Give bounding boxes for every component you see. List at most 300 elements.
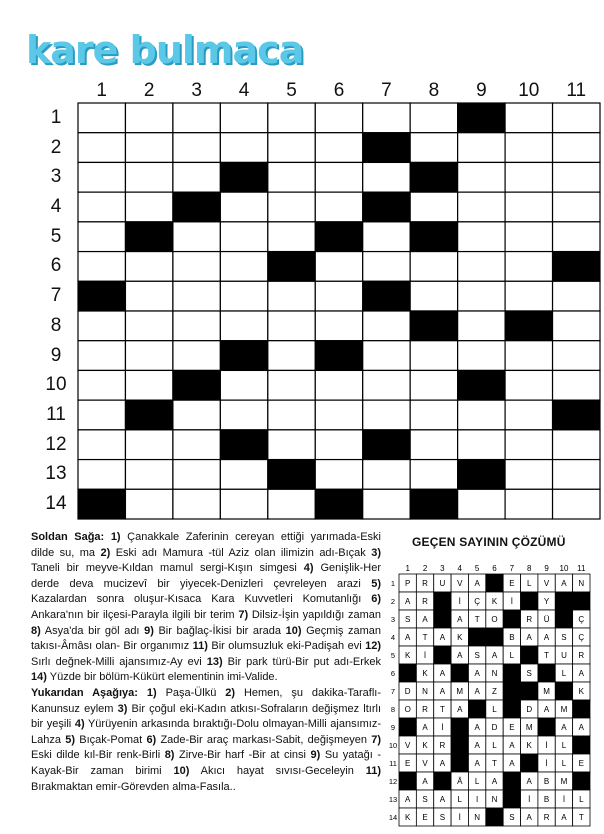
grid-cell-empty[interactable] [315, 133, 362, 163]
solution-letter: U [439, 579, 446, 588]
clue-number: 4) [303, 562, 314, 575]
grid-cell-empty[interactable] [505, 192, 552, 222]
column-number: 6 [333, 80, 345, 101]
grid-cell-empty[interactable] [173, 341, 220, 371]
grid-cell-empty[interactable] [505, 341, 552, 371]
solution-column-number: 1 [405, 564, 410, 573]
solution-letter: A [422, 723, 428, 732]
solution-row-number: 10 [388, 741, 398, 750]
solution-letter: Z [492, 687, 497, 696]
column-number: 9 [476, 80, 487, 101]
solution-letter: A [561, 579, 567, 588]
grid-cell-empty[interactable] [125, 460, 172, 490]
clue-number: 10) [285, 624, 302, 637]
grid-cell-empty[interactable] [553, 162, 600, 192]
grid-cell-empty[interactable] [268, 400, 315, 430]
grid-cell-empty[interactable] [220, 222, 267, 252]
grid-cell-empty[interactable] [410, 281, 457, 311]
solution-letter: Y [543, 597, 550, 606]
grid-cell-empty[interactable] [505, 222, 552, 252]
clue-text: Yürüyenin arkasında bıraktığı-Dolu olmayan-Milli ajansımız-Lahza [31, 718, 382, 746]
grid-cell-empty[interactable] [220, 281, 267, 311]
grid-cell-empty[interactable] [553, 222, 600, 252]
grid-cell-empty[interactable] [268, 281, 315, 311]
solution-row-number: 9 [390, 723, 396, 732]
grid-cell-empty[interactable] [173, 281, 220, 311]
solution-letter: A [526, 777, 532, 786]
solution-letter: A [526, 813, 532, 822]
grid-cell-empty[interactable] [173, 430, 220, 460]
solution-letter: İ [441, 723, 444, 732]
solution-row-number: 7 [390, 687, 396, 696]
solution-letter: A [578, 669, 584, 678]
grid-cell-empty[interactable] [505, 162, 552, 192]
solution-letter: E [578, 759, 584, 768]
grid-cell-empty[interactable] [78, 311, 125, 341]
grid-cell-empty[interactable] [315, 430, 362, 460]
grid-cell-empty[interactable] [268, 489, 315, 519]
grid-cell-empty[interactable] [553, 192, 600, 222]
grid-cell-empty[interactable] [220, 370, 267, 400]
grid-cell-black [458, 370, 505, 400]
grid-cell-empty[interactable] [78, 252, 125, 282]
solution-letter: E [422, 813, 428, 822]
clue-number: 5) [65, 733, 75, 746]
grid-cell-empty[interactable] [363, 311, 410, 341]
grid-cell-empty[interactable] [220, 460, 267, 490]
solution-letter: P [405, 579, 411, 588]
grid-cell-black [315, 341, 362, 371]
row-number: 9 [50, 344, 62, 366]
solution-letter: R [422, 705, 428, 714]
grid-cell-empty[interactable] [363, 222, 410, 252]
clue-text: Ankara'nın bir ilçesi-Parayla ilgili bir terim [31, 608, 235, 621]
row-number: 4 [50, 196, 62, 217]
grid-cell-black [363, 281, 410, 311]
solution-letter: A [509, 759, 515, 768]
grid-cell-empty[interactable] [458, 133, 505, 163]
solution-letter: A [474, 687, 480, 696]
solution-cell-black [468, 700, 485, 718]
grid-cell-empty[interactable] [268, 430, 315, 460]
grid-cell-black [410, 222, 457, 252]
solution-letter: İ [545, 741, 548, 750]
grid-cell-black [220, 430, 267, 460]
clue-text: Bir bağlaç-İkisi bir arada [153, 624, 282, 637]
solution-letter: K [457, 633, 463, 642]
solution-row-number: 11 [389, 759, 397, 768]
clue-number: 7) [238, 608, 249, 621]
grid-cell-black [458, 103, 505, 133]
solution-letter: A [474, 579, 480, 588]
grid-cell-empty[interactable] [410, 103, 457, 133]
grid-cell-empty[interactable] [363, 370, 410, 400]
grid-cell-empty[interactable] [78, 341, 125, 371]
grid-cell-empty[interactable] [315, 281, 362, 311]
clue-number: 10) [173, 764, 190, 777]
grid-cell-empty[interactable] [505, 252, 552, 282]
solution-row-number: 5 [390, 651, 396, 660]
grid-cell-empty[interactable] [173, 222, 220, 252]
grid-cell-empty[interactable] [78, 430, 125, 460]
solution-letter: Â [457, 777, 463, 786]
grid-cell-black [410, 311, 457, 341]
solution-row-number: 2 [390, 597, 396, 606]
solution-letter: A [457, 705, 463, 714]
solution-letter: K [422, 669, 428, 678]
solution-letter: K [405, 651, 411, 660]
grid-cell-empty[interactable] [458, 162, 505, 192]
row-number: 11 [46, 404, 66, 425]
grid-cell-empty[interactable] [173, 133, 220, 163]
grid-cell-empty[interactable] [553, 281, 600, 311]
grid-cell-empty[interactable] [315, 311, 362, 341]
solution-letter: K [526, 741, 532, 750]
grid-cell-empty[interactable] [410, 460, 457, 490]
grid-cell-empty[interactable] [363, 103, 410, 133]
solution-letter: N [491, 669, 498, 678]
solution-letter: S [439, 813, 446, 822]
solution-letter: M [560, 777, 568, 786]
solution-cell-black [555, 682, 572, 700]
solution-cell-black [451, 718, 468, 736]
clue-number: 6) [371, 593, 381, 606]
solution-letter: V [405, 741, 411, 750]
clue-text: Kazalardan sonra oluşur-Kısaca Kara Kuvvetleri Komutanlığı [31, 593, 362, 606]
solution-cell-black [451, 754, 468, 772]
grid-cell-empty[interactable] [315, 370, 362, 400]
grid-cell-empty[interactable] [553, 489, 600, 519]
grid-cell-empty[interactable] [553, 311, 600, 341]
grid-cell-empty[interactable] [410, 192, 457, 222]
grid-cell-empty[interactable] [458, 222, 505, 252]
solution-letter: A [439, 687, 446, 696]
solution-grid [387, 562, 592, 828]
solution-letter: L [561, 669, 567, 678]
grid-cell-empty[interactable] [315, 162, 362, 192]
grid-cell-empty[interactable] [553, 430, 600, 460]
grid-cell-empty[interactable] [78, 162, 125, 192]
grid-cell-empty[interactable] [173, 489, 220, 519]
solution-letter: B [543, 777, 550, 786]
grid-cell-empty[interactable] [173, 460, 220, 490]
clue-text: Dilsiz-İşin yapıldığı zaman [248, 608, 382, 621]
grid-cell-empty[interactable] [125, 311, 172, 341]
grid-cell-black [505, 311, 552, 341]
solution-letter: A [474, 741, 480, 750]
solution-column-number: 2 [422, 564, 428, 573]
grid-cell-black [363, 192, 410, 222]
grid-cell-empty[interactable] [220, 252, 267, 282]
clue-text: Geçmiş zaman takısı-Âmâsı olan- Bir organımız [31, 624, 381, 653]
solution-column-number: 10 [559, 564, 569, 573]
clue-text: Taneli bir meyve-Kıldan mamul sergi-Kışın simgesi [31, 562, 297, 575]
grid-cell-empty[interactable] [78, 222, 125, 252]
down-clues [31, 686, 381, 795]
solution-cell-black [521, 646, 538, 664]
grid-cell-black [553, 400, 600, 430]
grid-cell-empty[interactable] [268, 341, 315, 371]
solution-letter: K [578, 687, 584, 696]
solution-letter: M [456, 687, 464, 696]
solution-letter: S [509, 813, 515, 822]
clue-text: Bir park türü-Bir put adı-Erkek [222, 655, 381, 668]
grid-cell-empty[interactable] [553, 341, 600, 371]
grid-cell-empty[interactable] [173, 103, 220, 133]
grid-cell-empty[interactable] [505, 430, 552, 460]
solution-letter: T [474, 615, 480, 624]
grid-cell-empty[interactable] [268, 192, 315, 222]
grid-cell-empty[interactable] [220, 400, 267, 430]
grid-cell-empty[interactable] [410, 341, 457, 371]
solution-letter: M [543, 687, 550, 696]
grid-cell-empty[interactable] [125, 103, 172, 133]
grid-cell-empty[interactable] [220, 192, 267, 222]
solution-letter: A [578, 723, 584, 732]
grid-cell-empty[interactable] [125, 133, 172, 163]
grid-cell-black [315, 222, 362, 252]
solution-letter: A [561, 813, 567, 822]
crossword-grid-svg [77, 102, 601, 520]
grid-cell-empty[interactable] [458, 311, 505, 341]
grid-cell-empty[interactable] [78, 370, 125, 400]
grid-cell-empty[interactable] [125, 489, 172, 519]
clue-text: Asya'da bir göl adı [40, 624, 140, 637]
grid-cell-empty[interactable] [78, 133, 125, 163]
grid-cell-empty[interactable] [363, 400, 410, 430]
solution-column-number: 7 [509, 564, 515, 573]
grid-cell-empty[interactable] [268, 103, 315, 133]
solution-letter: S [405, 615, 411, 624]
grid-cell-empty[interactable] [363, 252, 410, 282]
solution-row-number: 3 [390, 615, 396, 624]
clue-number: 2) [100, 546, 111, 559]
column-number: 10 [518, 80, 540, 101]
solution-row-number: 1 [390, 579, 396, 588]
grid-cell-empty[interactable] [505, 489, 552, 519]
grid-cell-empty[interactable] [268, 311, 315, 341]
solution-column-number: 3 [440, 564, 445, 573]
clue-number: 8) [164, 749, 175, 762]
solution-letter: İ [510, 597, 513, 606]
grid-cell-empty[interactable] [458, 192, 505, 222]
solution-letter: M [525, 723, 533, 732]
clue-number: 9) [310, 749, 321, 762]
solution-grid-svg [387, 562, 592, 828]
solution-letter: L [527, 579, 532, 588]
grid-cell-empty[interactable] [553, 370, 600, 400]
grid-cell-empty[interactable] [315, 192, 362, 222]
solution-column-number: 8 [527, 564, 532, 573]
clue-text: Zade-Bir araç markası-Sabit, değişmeyen [156, 733, 367, 746]
clue-text: Yüzde bir bölüm-Kükürt elementinin imi-Valide. [46, 671, 278, 684]
solution-letter: İ [545, 759, 548, 768]
solution-letter: L [492, 741, 497, 750]
grid-cell-black [125, 400, 172, 430]
grid-cell-empty[interactable] [505, 370, 552, 400]
solution-column-number: 9 [544, 564, 549, 573]
solution-letter: S [422, 795, 428, 804]
grid-cell-black [220, 162, 267, 192]
row-number: 6 [50, 255, 62, 277]
grid-cell-empty[interactable] [173, 252, 220, 282]
solution-letter: I [476, 795, 479, 804]
solution-letter: N [422, 687, 428, 696]
solution-letter: A [439, 669, 446, 678]
solution-letter: T [578, 813, 584, 822]
grid-cell-empty[interactable] [220, 311, 267, 341]
grid-cell-empty[interactable] [458, 252, 505, 282]
solution-letter: Ç [578, 633, 585, 642]
grid-cell-empty[interactable] [315, 460, 362, 490]
grid-cell-empty[interactable] [553, 103, 600, 133]
grid-cell-empty[interactable] [78, 460, 125, 490]
grid-cell-empty[interactable] [315, 252, 362, 282]
grid-cell-empty[interactable] [505, 281, 552, 311]
grid-cell-empty[interactable] [125, 281, 172, 311]
solution-letter: A [422, 777, 428, 786]
grid-cell-black [363, 430, 410, 460]
grid-cell-empty[interactable] [125, 430, 172, 460]
solution-cell-black [486, 574, 503, 592]
clue-number: 1) [146, 686, 157, 699]
grid-cell-empty[interactable] [410, 133, 457, 163]
solution-letter: A [543, 705, 550, 714]
clue-text: Bir olumsuzluk eki-Padişah evi [207, 640, 362, 653]
grid-cell-empty[interactable] [410, 252, 457, 282]
row-number: 8 [50, 314, 62, 336]
solution-letter: İ [423, 651, 427, 660]
column-number: 2 [143, 80, 155, 101]
clue-text: Bırakmaktan emir-Görevden alma-Fasıla.. [31, 780, 236, 793]
solution-cell-black [503, 700, 520, 718]
clues-section [31, 530, 381, 795]
solution-letter: İ [562, 795, 566, 804]
solution-letter: B [509, 633, 515, 642]
solution-letter: A [474, 723, 480, 732]
grid-cell-empty[interactable] [125, 341, 172, 371]
clue-text: Eski adı Mamura -tül Aziz olan ilimizin adı-Bıçak [110, 546, 366, 559]
grid-cell-empty[interactable] [220, 103, 267, 133]
clue-number: 7) [371, 733, 381, 746]
grid-cell-empty[interactable] [363, 341, 410, 371]
grid-cell-empty[interactable] [268, 133, 315, 163]
grid-cell-black [268, 252, 315, 282]
grid-cell-empty[interactable] [78, 192, 125, 222]
solution-letter: T [492, 759, 497, 768]
solution-cell-black [573, 700, 590, 718]
grid-cell-empty[interactable] [458, 400, 505, 430]
grid-cell-empty[interactable] [78, 103, 125, 133]
solution-letter: D [526, 705, 533, 714]
grid-cell-empty[interactable] [125, 162, 172, 192]
solution-column-number: 6 [492, 564, 497, 573]
grid-cell-empty[interactable] [173, 162, 220, 192]
grid-cell-empty[interactable] [458, 281, 505, 311]
clue-text: Çanakkale Zaferinin cereyan ettiği yarımada-Eski dilde su, ma [31, 531, 381, 559]
grid-cell-empty[interactable] [410, 430, 457, 460]
clue-number: 3) [117, 702, 128, 715]
grid-cell-black [410, 162, 457, 192]
grid-cell-black [125, 222, 172, 252]
grid-cell-empty[interactable] [553, 460, 600, 490]
solution-letter: O [404, 705, 411, 714]
grid-cell-empty[interactable] [363, 162, 410, 192]
grid-cell-empty[interactable] [220, 133, 267, 163]
grid-cell-empty[interactable] [125, 192, 172, 222]
solution-cell-black [468, 628, 485, 646]
grid-cell-empty[interactable] [505, 400, 552, 430]
row-number: 2 [50, 136, 62, 158]
grid-cell-empty[interactable] [458, 341, 505, 371]
row-number: 7 [50, 285, 62, 307]
solution-letter: K [422, 741, 428, 750]
solution-cell-black [486, 628, 503, 646]
grid-cell-black [553, 252, 600, 282]
clue-number: 2) [225, 686, 236, 699]
solution-letter: R [439, 741, 446, 750]
grid-cell-empty[interactable] [458, 489, 505, 519]
grid-cell-empty[interactable] [173, 311, 220, 341]
row-number: 10 [45, 374, 67, 396]
solution-cell-black [555, 592, 572, 610]
grid-cell-empty[interactable] [410, 370, 457, 400]
solution-letter: A [457, 651, 463, 660]
grid-cell-empty[interactable] [220, 489, 267, 519]
solution-letter: T [422, 633, 428, 642]
column-number: 3 [191, 80, 202, 101]
clue-text: Sırlı değnek-Milli ajansımız-Ay evi [31, 655, 202, 668]
solution-letter: S [474, 651, 480, 660]
solution-letter: K [405, 813, 411, 822]
clue-number: 1) [110, 531, 121, 543]
grid-cell-black [78, 489, 125, 519]
grid-cell-empty[interactable] [505, 133, 552, 163]
grid-cell-empty[interactable] [315, 400, 362, 430]
grid-cell-empty[interactable] [173, 400, 220, 430]
solution-cell-black [451, 664, 468, 682]
solution-letter: A [561, 723, 567, 732]
grid-cell-empty[interactable] [315, 103, 362, 133]
grid-cell-empty[interactable] [78, 400, 125, 430]
grid-cell-empty[interactable] [268, 162, 315, 192]
grid-cell-empty[interactable] [363, 489, 410, 519]
grid-cell-empty[interactable] [125, 252, 172, 282]
grid-cell-empty[interactable] [458, 430, 505, 460]
grid-cell-empty[interactable] [505, 103, 552, 133]
solution-letter: A [439, 795, 446, 804]
clue-text: Paşa-Ülkü [156, 686, 217, 699]
solution-cell-black [521, 592, 538, 610]
solution-cell-black [573, 736, 590, 754]
grid-cell-empty[interactable] [268, 222, 315, 252]
solution-cell-black [434, 646, 451, 664]
solution-letter: L [509, 651, 515, 660]
grid-cell-empty[interactable] [363, 460, 410, 490]
solution-letter: O [491, 615, 498, 624]
grid-cell-empty[interactable] [125, 370, 172, 400]
grid-cell-empty[interactable] [410, 400, 457, 430]
grid-cell-empty[interactable] [505, 460, 552, 490]
clue-text: Zirve-Bir harf -Bir at cinsi [174, 749, 306, 762]
grid-cell-empty[interactable] [268, 370, 315, 400]
clue-text: Hemen, şu dakika-Taraflı-Kanunsuz eylem [31, 686, 381, 715]
column-number: 1 [96, 80, 107, 101]
grid-cell-empty[interactable] [553, 133, 600, 163]
clue-number: 4) [74, 718, 85, 731]
across-clues [31, 530, 381, 686]
clue-text: Eski dilde kıl-Bir renk-Birli [31, 749, 161, 762]
